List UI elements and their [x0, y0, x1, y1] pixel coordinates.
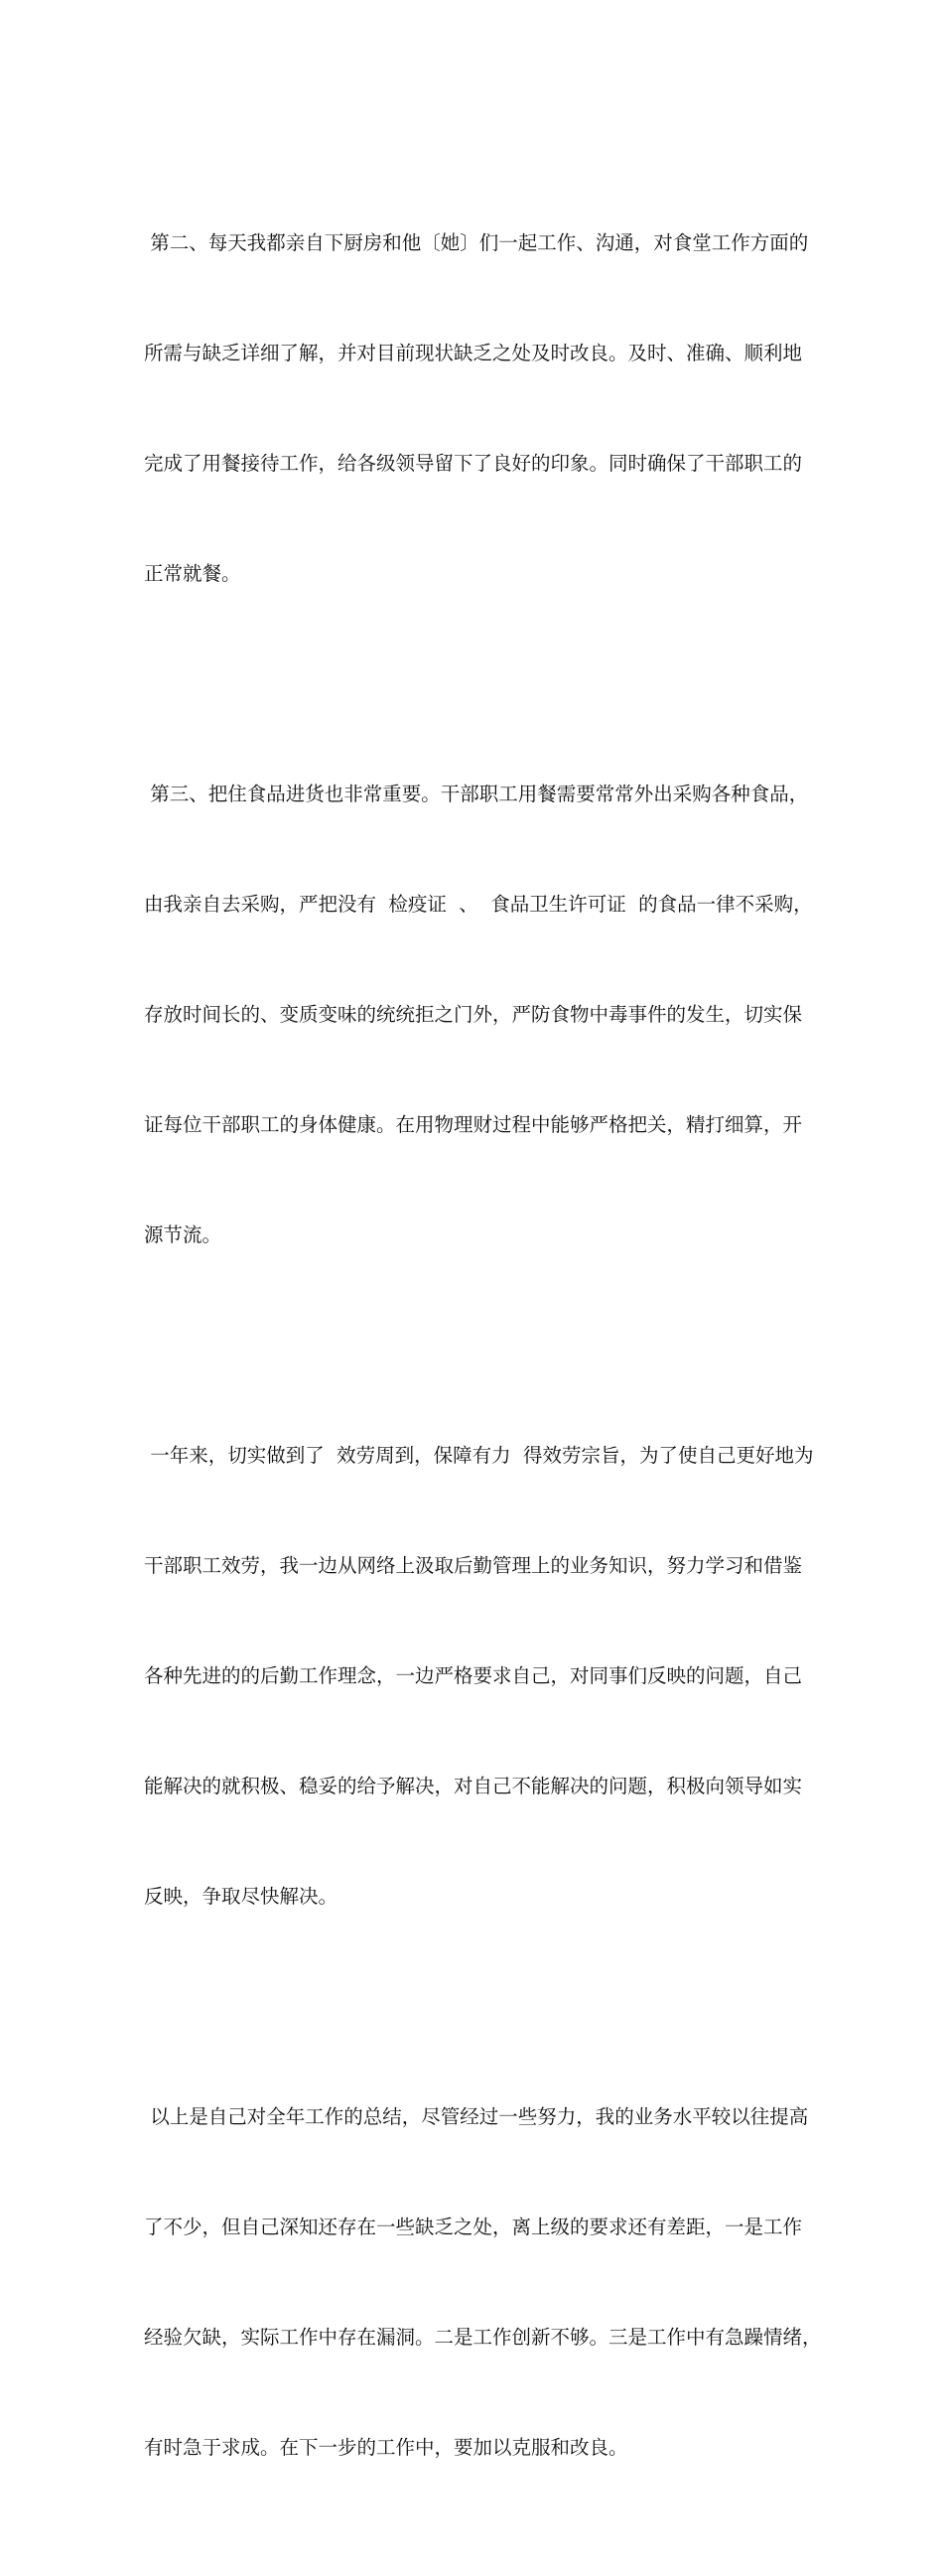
- text-line: 由我亲自去采购，严把没有 检疫证 、 食品卫生许可证 的食品一律不采购，: [144, 893, 813, 916]
- text-line: 以上是自己对全年工作的总结，尽管经过一些努力，我的业务水平较以往提高: [144, 2105, 809, 2128]
- text-line: 了不少，但自己深知还存在一些缺乏之处，离上级的要求还有差距，一是工作: [144, 2216, 803, 2238]
- text-line: 完成了用餐接待工作，给各级领导留下了良好的印象。同时确保了干部职工的: [144, 452, 803, 475]
- text-line: 第二、每天我都亲自下厨房和他〔她〕们一起工作、沟通，对食堂工作方面的: [144, 231, 809, 254]
- text-line: 证每位干部职工的身体健康。在用物理财过程中能够严格把关，精打细算，开: [144, 1113, 803, 1136]
- text-line: 经验欠缺，实际工作中存在漏洞。二是工作创新不够。三是工作中有急躁情绪，: [144, 2326, 822, 2349]
- text-line: 所需与缺乏详细了解，并对目前现状缺乏之处及时改良。及时、准确、顺利地: [144, 342, 803, 364]
- paragraph-conclusion: [144, 2025, 822, 2539]
- text-line: 有时急于求成。在下一步的工作中，要加以克服和改良。: [144, 2436, 628, 2459]
- text-line: 第三、把住食品进货也非常重要。干部职工用餐需要常常外出采购各种食品，: [144, 783, 809, 805]
- text-line: 反映，争取尽快解决。: [144, 1885, 338, 1908]
- text-line: 各种先进的的后勤工作理念，一边严格要求自己，对同事们反映的问题，自己: [144, 1664, 803, 1687]
- paragraph-2: [144, 151, 809, 665]
- document-body: [144, 151, 822, 2576]
- text-line: 干部职工效劳，我一边从网络上汲取后勤管理上的业务知识，努力学习和借鉴: [144, 1554, 803, 1577]
- text-line: 能解决的就积极、稳妥的给予解决，对自己不能解决的问题，积极向领导如实: [144, 1775, 803, 1797]
- text-line: 一年来，切实做到了 效劳周到，保障有力 得效劳宗旨，为了使自己更好地为: [144, 1444, 814, 1467]
- text-line: 源节流。: [144, 1223, 222, 1246]
- text-line: 存放时间长的、变质变味的统统拒之门外，严防食物中毒事件的发生，切实保: [144, 1003, 803, 1026]
- paragraph-year-summary: [144, 1363, 814, 1988]
- paragraph-3: [144, 702, 813, 1327]
- text-line: 正常就餐。: [144, 562, 241, 585]
